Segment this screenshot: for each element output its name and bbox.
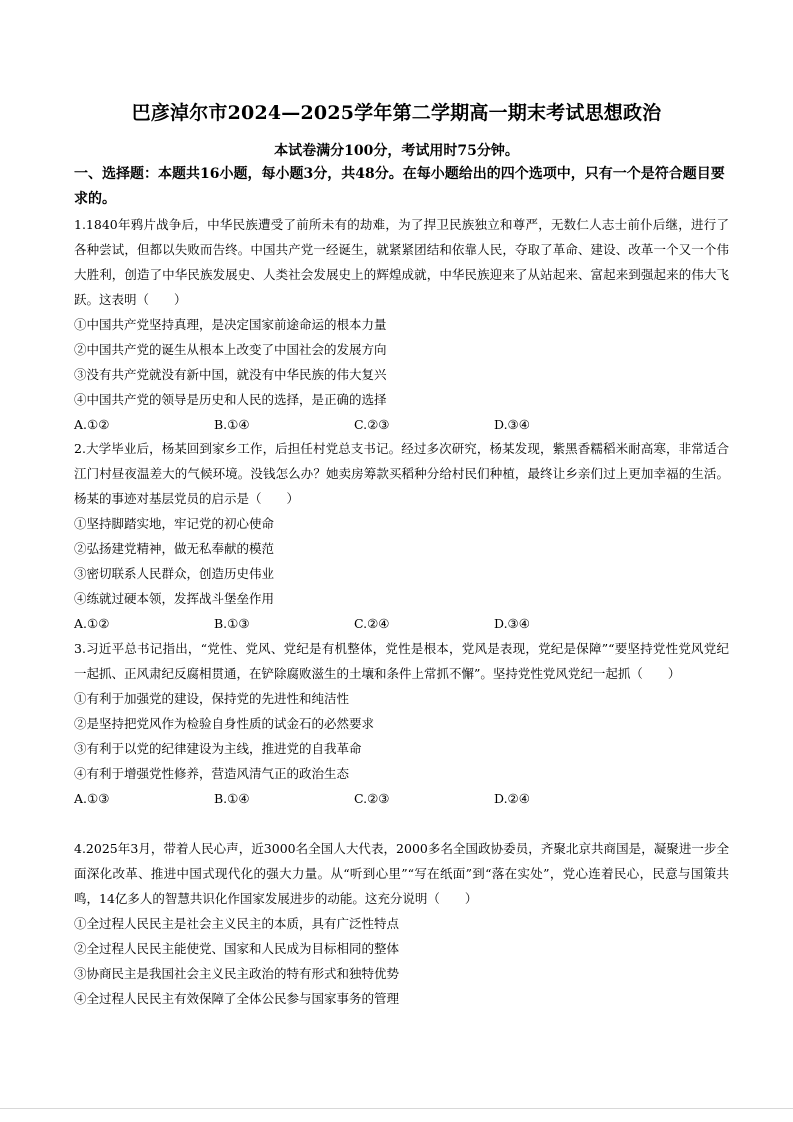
- statement-2: ②中国共产党的诞生从根本上改变了中国社会的发展方向: [74, 342, 387, 357]
- question-4: [74, 836, 729, 1011]
- answer-choices: [74, 611, 729, 636]
- choice-b: B.①④: [214, 417, 250, 432]
- statement-1: ①全过程人民民主是社会主义民主的本质，具有广泛性特点: [74, 916, 400, 931]
- choice-d: D.③④: [494, 616, 530, 631]
- question-1: [74, 212, 729, 437]
- statement-2: ②是坚持把党风作为检验自身性质的试金石的必然要求: [74, 716, 375, 731]
- choice-b: B.①④: [214, 791, 250, 806]
- statement-4: ④有利于增强党性修养，营造风清气正的政治生态: [74, 766, 350, 781]
- choice-d: D.②④: [494, 791, 530, 806]
- statement-1: ①坚持脚踏实地，牢记党的初心使命: [74, 516, 275, 531]
- choice-a: A.①②: [74, 417, 110, 432]
- statement-3: ③有利于以党的纪律建设为主线，推进党的自我革命: [74, 741, 362, 756]
- choice-d: D.③④: [494, 417, 530, 432]
- question-stem: 2.大学毕业后，杨某回到家乡工作，后担任村党总支书记。经过多次研究，杨某发现，紫黑香糯稻米耐高寒，非常适合江门村昼夜温差大的气候环境。没钱怎么办？她卖房筹款买稻种分给村民们种植，最终让乡亲们过上更加幸福的生活。杨某的事迹对基层党员的启示是（ ）: [74, 441, 729, 506]
- statement-4: ④全过程人民民主有效保障了全体公民参与国家事务的管理: [74, 991, 400, 1006]
- statement-4: ④练就过硬本领，发挥战斗堡垒作用: [74, 591, 275, 606]
- statement-4: ④中国共产党的领导是历史和人民的选择，是正确的选择: [74, 392, 387, 407]
- section-heading: 一、选择题：本题共16小题，每小题3分，共48分。在每小题给出的四个选项中，只有一个是符合题目要求的。: [74, 166, 725, 207]
- statement-1: ①有利于加强党的建设，保持党的先进性和纯洁性: [74, 691, 350, 706]
- exam-subtitle: 本试卷满分100分，考试用时75分钟。: [274, 143, 519, 159]
- statement-2: ②弘扬建党精神，做无私奉献的模范: [74, 541, 275, 556]
- choice-a: A.①③: [74, 791, 110, 806]
- choice-a: A.①②: [74, 616, 110, 631]
- choice-c: C.②④: [354, 616, 390, 631]
- question-3: [74, 636, 729, 811]
- page-bottom-divider: [0, 1108, 793, 1109]
- exam-title: 巴彦淖尔市2024—2025学年第二学期高一期末考试思想政治: [131, 102, 662, 124]
- statement-1: ①中国共产党坚持真理，是决定国家前途命运的根本力量: [74, 317, 387, 332]
- question-stem: 4.2025年3月，带着人民心声，近3000名全国人大代表，2000多名全国政协委员，齐聚北京共商国是，凝聚进一步全面深化改革、推进中国式现代化的强大力量。从“听到心里”“写在纸面”到“落在实处”，党心连着民心，民意与国策共鸣，14亿多人的智慧共识化作国家发展进步的动能。这充分说明（ ）: [74, 841, 729, 906]
- question-stem: 1.1840年鸦片战争后，中华民族遭受了前所未有的劫难，为了捍卫民族独立和尊严，无数仁人志士前仆后继，进行了各种尝试，但都以失败而告终。中国共产党一经诞生，就紧紧团结和依靠人民，夺取了革命、建设、改革一个又一个伟大胜利，创造了中华民族发展史、人类社会发展史上的辉煌成就，中华民族迎来了从站起来、富起来到强起来的伟大飞跃。这表明（ ）: [74, 217, 729, 307]
- choice-b: B.①③: [214, 616, 250, 631]
- question-2: [74, 436, 729, 636]
- question-stem: 3.习近平总书记指出，“党性、党风、党纪是有机整体，党性是根本，党风是表现，党纪是保障”“要坚持党性党风党纪一起抓、正风肃纪反腐相贯通，在铲除腐败滋生的土壤和条件上常抓不懈”。坚持党性党风党纪一起抓（ ）: [74, 641, 729, 681]
- statement-3: ③没有共产党就没有新中国，就没有中华民族的伟大复兴: [74, 367, 387, 382]
- statement-3: ③密切联系人民群众，创造历史伟业: [74, 566, 275, 581]
- statement-3: ③协商民主是我国社会主义民主政治的特有形式和独特优势: [74, 966, 400, 981]
- answer-choices: [74, 786, 729, 811]
- answer-choices: [74, 412, 729, 437]
- choice-c: C.②③: [354, 417, 390, 432]
- statement-2: ②全过程人民民主能使党、国家和人民成为目标相同的整体: [74, 941, 400, 956]
- choice-c: C.②③: [354, 791, 390, 806]
